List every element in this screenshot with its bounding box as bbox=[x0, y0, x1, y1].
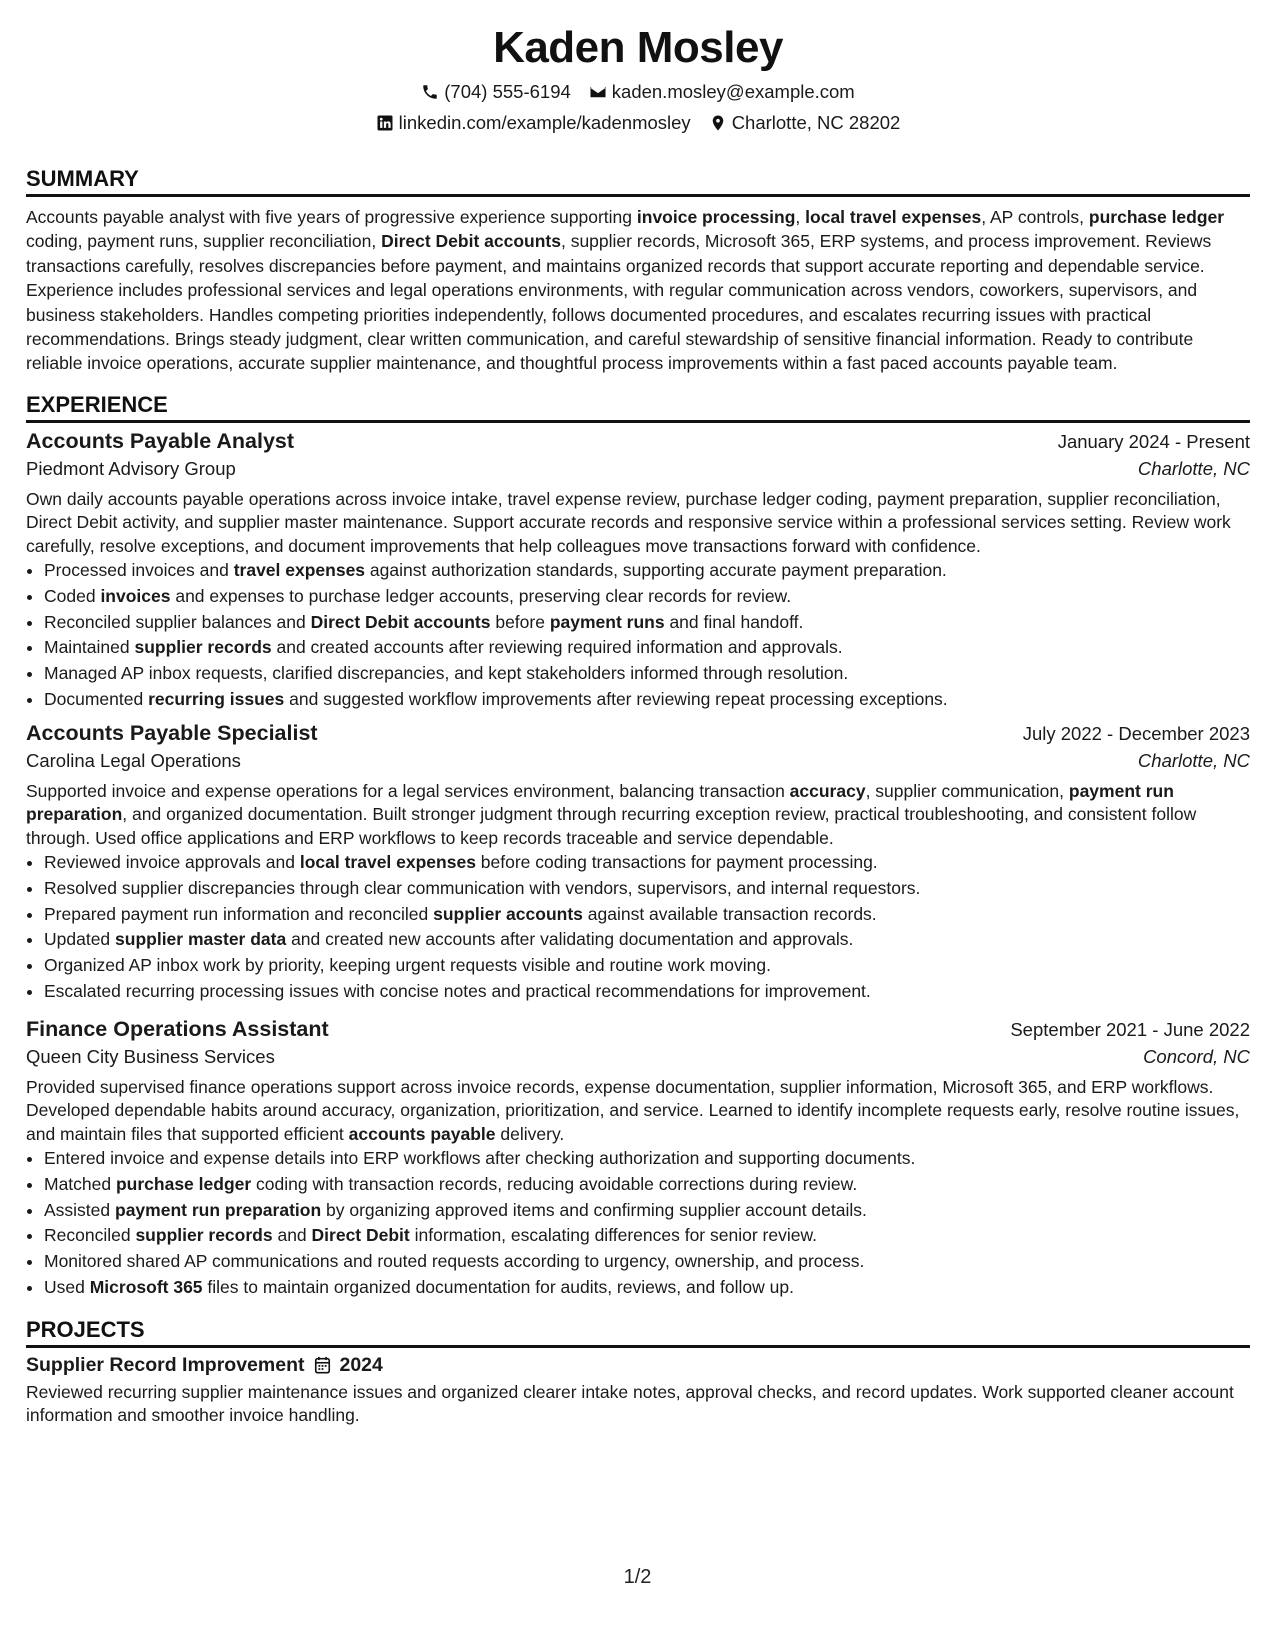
job-dates: September 2021 - June 2022 bbox=[1010, 1018, 1250, 1040]
phone-contact bbox=[421, 76, 571, 107]
bullet-item: • Resolved supplier discrepancies through clear communication with vendors, supervisors, and internal requestors. bbox=[44, 876, 1250, 902]
experience-heading: EXPERIENCE bbox=[26, 390, 1250, 423]
page-number: 1/2 bbox=[623, 1566, 652, 1588]
job-description: Own daily accounts payable operations across invoice intake, travel expense review, purchase ledger coding, payment preparation, supplier reconciliation, Direct Debit activity, and supplier master maintenance. Support accurate records and responsive service within a professional services setting. Review work carefully, resolve exceptions, and document improvements that help colleagues move transactions forward with confidence. bbox=[26, 488, 1231, 556]
bullet-item: • Processed invoices and travel expenses against authorization standards, supporting accurate payment preparation. bbox=[44, 558, 1250, 584]
project-header bbox=[26, 1354, 1250, 1377]
envelope-icon bbox=[589, 83, 607, 101]
bullet-item: • Escalated recurring processing issues with concise notes and practical recommendations for improvement. bbox=[44, 979, 1250, 1005]
location-contact bbox=[709, 107, 901, 138]
bullet-item: • Assisted payment run preparation by organizing approved items and confirming supplier account details. bbox=[44, 1198, 1250, 1224]
bullet-item: • Prepared payment run information and reconciled supplier accounts against available transaction records. bbox=[44, 902, 1250, 928]
bullet-item: • Monitored shared AP communications and routed requests according to urgency, ownership, and process. bbox=[44, 1249, 1250, 1275]
job-location: Concord, NC bbox=[1143, 1045, 1250, 1067]
job-description: Provided supervised finance operations support across invoice records, expense documentation, supplier information, Microsoft 365, and ERP workflows. Developed dependable habits around accuracy, organization, prioritization, and service. Learned to identify incomplete requests early, resolve routine issues, and maintain files that supported efficient accounts payable delivery. bbox=[26, 1076, 1240, 1144]
projects-heading: PROJECTS bbox=[26, 1315, 1250, 1348]
bullet-item: • Reviewed invoice approvals and local travel expenses before coding transactions for payment processing. bbox=[44, 850, 1250, 876]
summary-heading: SUMMARY bbox=[26, 164, 1250, 197]
project-name: Supplier Record Improvement bbox=[26, 1353, 305, 1376]
job-dates: July 2022 - December 2023 bbox=[1022, 722, 1250, 744]
bullet-item: • Used Microsoft 365 files to maintain organized documentation for audits, reviews, and follow up. bbox=[44, 1275, 1250, 1301]
job-entry bbox=[26, 721, 1250, 1005]
bullet-item: • Managed AP inbox requests, clarified discrepancies, and kept stakeholders informed through resolution. bbox=[44, 661, 1250, 687]
job-location: Charlotte, NC bbox=[1137, 457, 1250, 479]
job-title: Finance Operations Assistant bbox=[26, 1016, 329, 1041]
contact-row-secondary bbox=[26, 107, 1250, 138]
email-address: kaden.mosley@example.com bbox=[611, 81, 855, 102]
job-location: Charlotte, NC bbox=[1137, 749, 1250, 771]
bullet-item: • Reconciled supplier balances and Direct Debit accounts before payment runs and final handoff. bbox=[44, 610, 1250, 636]
company-name: Piedmont Advisory Group bbox=[26, 457, 236, 479]
project-year: 2024 bbox=[339, 1353, 383, 1376]
bullet-item: • Coded invoices and expenses to purchase ledger accounts, preserving clear records for review. bbox=[44, 584, 1250, 610]
linkedin-url: linkedin.com/example/kadenmosley bbox=[398, 112, 691, 133]
bullet-item: • Reconciled supplier records and Direct Debit information, escalating differences for senior review. bbox=[44, 1223, 1250, 1249]
job-entry bbox=[26, 429, 1250, 713]
bullet-item: • Organized AP inbox work by priority, keeping urgent requests visible and routine work moving. bbox=[44, 953, 1250, 979]
job-bullets bbox=[26, 850, 1250, 1005]
phone-number: (704) 555-6194 bbox=[444, 81, 571, 102]
company-name: Queen City Business Services bbox=[26, 1045, 275, 1067]
company-name: Carolina Legal Operations bbox=[26, 749, 241, 771]
bullet-item: • Updated supplier master data and created new accounts after validating documentation and approvals. bbox=[44, 927, 1250, 953]
bullet-item: • Matched purchase ledger coding with transaction records, reducing avoidable corrections during review. bbox=[44, 1172, 1250, 1198]
job-bullets bbox=[26, 558, 1250, 713]
phone-icon bbox=[421, 83, 439, 101]
calendar-icon bbox=[314, 1356, 331, 1374]
job-entry bbox=[26, 1017, 1250, 1301]
project-description: Reviewed recurring supplier maintenance issues and organized clearer intake notes, approval checks, and record updates. Work supported cleaner account information and smoother invoice handling. bbox=[26, 1381, 1234, 1426]
job-dates: January 2024 - Present bbox=[1057, 430, 1250, 452]
candidate-name: Kaden Mosley bbox=[493, 23, 783, 72]
job-description: Supported invoice and expense operations for a legal services environment, balancing transaction accuracy, supplier communication, payment run preparation, and organized documentation. Built stronger judgment through recurring exception review, practical troubleshooting, and consistent follow through. Used office applications and ERP workflows to keep records traceable and service dependable. bbox=[26, 780, 1197, 848]
location-text: Charlotte, NC 28202 bbox=[731, 112, 901, 133]
contact-row-primary bbox=[26, 76, 1250, 107]
bullet-item: • Documented recurring issues and suggested workflow improvements after reviewing repeat processing exceptions. bbox=[44, 687, 1250, 713]
project-date bbox=[314, 1354, 382, 1377]
bullet-item: • Maintained supplier records and created accounts after reviewing required information and approvals. bbox=[44, 635, 1250, 661]
job-bullets bbox=[26, 1146, 1250, 1301]
email-contact[interactable] bbox=[589, 76, 855, 107]
job-title: Accounts Payable Specialist bbox=[26, 720, 318, 745]
job-title: Accounts Payable Analyst bbox=[26, 428, 295, 453]
resume-page bbox=[26, 0, 1250, 1428]
linkedin-icon bbox=[376, 114, 394, 132]
linkedin-contact[interactable] bbox=[376, 107, 691, 138]
summary-text: Accounts payable analyst with five years of progressive experience supporting invoice processing, local travel expenses, AP controls, purchase ledger coding, payment runs, supplier reconciliation, Direct Debit accounts, supplier records, Microsoft 365, ERP systems, and process improvement. Reviews transactions carefully, resolves discrepancies before payment, and maintains organized records that support accurate reporting and dependable service. Experience includes professional services and legal operations environments, with regular communication across vendors, coworkers, supervisors, and business stakeholders. Handles competing priorities independently, follows documented procedures, and escalates recurring issues with practical recommendations. Brings steady judgment, clear written communication, and careful stewardship of sensitive financial information. Ready to contribute reliable invoice operations, accurate supplier maintenance, and thoughtful process improvements within a fast paced accounts payable team. bbox=[26, 207, 1225, 374]
map-pin-icon bbox=[709, 114, 727, 132]
bullet-item: • Entered invoice and expense details into ERP workflows after checking authorization and supporting documents. bbox=[44, 1146, 1250, 1172]
